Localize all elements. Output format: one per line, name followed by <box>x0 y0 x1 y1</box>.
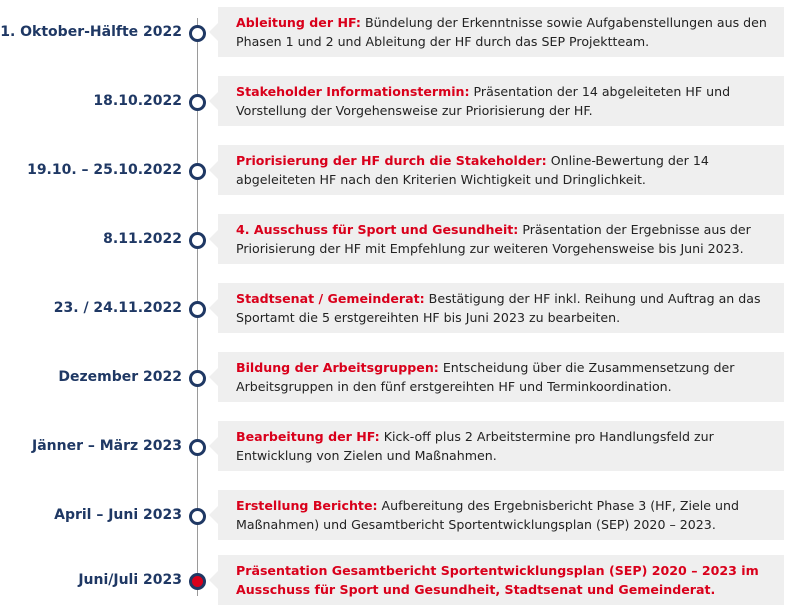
timeline-row <box>0 490 794 548</box>
event-body: Präsentation der 14 abgeleiteten HF und Vorstellung der Vorgehensweise zur Priorisierung der HF. <box>236 84 731 118</box>
event-title: Bearbeitung der HF: <box>236 429 380 444</box>
event-box-pointer <box>209 570 219 590</box>
timeline-row <box>0 145 794 203</box>
event-body: Online-Bewertung der 14 abgeleiteten HF nach den Kriterien Wichtigkeit und Dringlichkeit. <box>236 153 709 187</box>
event-date: 23. / 24.11.2022 <box>53 300 182 316</box>
event-body: Entscheidung über die Zusammensetzung der Arbeitsgruppen in den fünf erstgereihten HF und Terminkoordination. <box>236 360 735 394</box>
event-description <box>236 82 782 120</box>
event-description <box>236 358 782 396</box>
timeline-row <box>0 7 794 65</box>
event-title: Stadtsenat / Gemeinderat: <box>236 291 425 306</box>
event-date: 19.10. – 25.10.2022 <box>27 162 182 178</box>
event-body: Kick-off plus 2 Arbeitstermine pro Handlungsfeld zur Entwicklung von Zielen und Maßnahmen. <box>236 429 714 463</box>
timeline-row <box>0 214 794 272</box>
event-date: April – Juni 2023 <box>54 507 182 523</box>
event-title: Bildung der Arbeitsgruppen: <box>236 360 439 375</box>
timeline-row <box>0 76 794 134</box>
event-description <box>236 13 782 51</box>
timeline-node <box>189 94 206 111</box>
timeline-node <box>189 370 206 387</box>
event-date: Jänner – März 2023 <box>31 438 182 454</box>
timeline-node <box>189 508 206 525</box>
event-box-pointer <box>209 229 219 249</box>
event-box-pointer <box>209 298 219 318</box>
event-title: 4. Ausschuss für Sport und Gesundheit: <box>236 222 519 237</box>
timeline-node <box>189 232 206 249</box>
event-title: Präsentation Gesamtbericht Sportentwicklungsplan (SEP) 2020 – 2023 im Ausschuss für Sport und Gesundheit, Stadtsenat und Gemeinderat. <box>236 563 759 597</box>
event-box-pointer <box>209 367 219 387</box>
event-description <box>236 496 782 534</box>
event-date: 1. Oktober-Hälfte 2022 <box>0 24 182 40</box>
event-box-pointer <box>209 22 219 42</box>
event-date: 18.10.2022 <box>93 93 182 109</box>
event-body: Bündelung der Erkenntnisse sowie Aufgabenstellungen aus den Phasen 1 und 2 und Ableitung der HF durch das SEP Projektteam. <box>236 15 767 49</box>
timeline-node-current <box>189 573 206 590</box>
timeline-row <box>0 421 794 479</box>
event-description <box>236 151 782 189</box>
timeline-node <box>189 25 206 42</box>
event-title: Erstellung Berichte: <box>236 498 378 513</box>
timeline-row <box>0 283 794 341</box>
event-date: Dezember 2022 <box>58 369 182 385</box>
timeline-node <box>189 163 206 180</box>
event-date: Juni/Juli 2023 <box>78 572 182 588</box>
event-date: 8.11.2022 <box>103 231 182 247</box>
event-body: Bestätigung der HF inkl. Reihung und Auftrag an das Sportamt die 5 erstgereihten HF bis Juni 2023 zu bearbeiten. <box>236 291 761 325</box>
event-box-pointer <box>209 436 219 456</box>
event-box-pointer <box>209 505 219 525</box>
event-body: Präsentation der Ergebnisse aus der Priorisierung der HF mit Empfehlung zur weiteren Vorgehensweise bis Juni 2023. <box>236 222 751 256</box>
event-description <box>236 561 782 599</box>
event-box-pointer <box>209 91 219 111</box>
event-title: Stakeholder Informationstermin: <box>236 84 470 99</box>
timeline-node <box>189 439 206 456</box>
timeline-row <box>0 555 794 613</box>
event-body: Aufbereitung des Ergebnisbericht Phase 3 (HF, Ziele und Maßnahmen) und Gesamtbericht Sportentwicklungsplan (SEP) 2020 – 2023. <box>236 498 739 532</box>
event-title: Priorisierung der HF durch die Stakeholder: <box>236 153 547 168</box>
event-description <box>236 220 782 258</box>
event-description <box>236 289 782 327</box>
timeline-row <box>0 352 794 410</box>
timeline-node <box>189 301 206 318</box>
event-description <box>236 427 782 465</box>
event-box-pointer <box>209 160 219 180</box>
event-title: Ableitung der HF: <box>236 15 361 30</box>
